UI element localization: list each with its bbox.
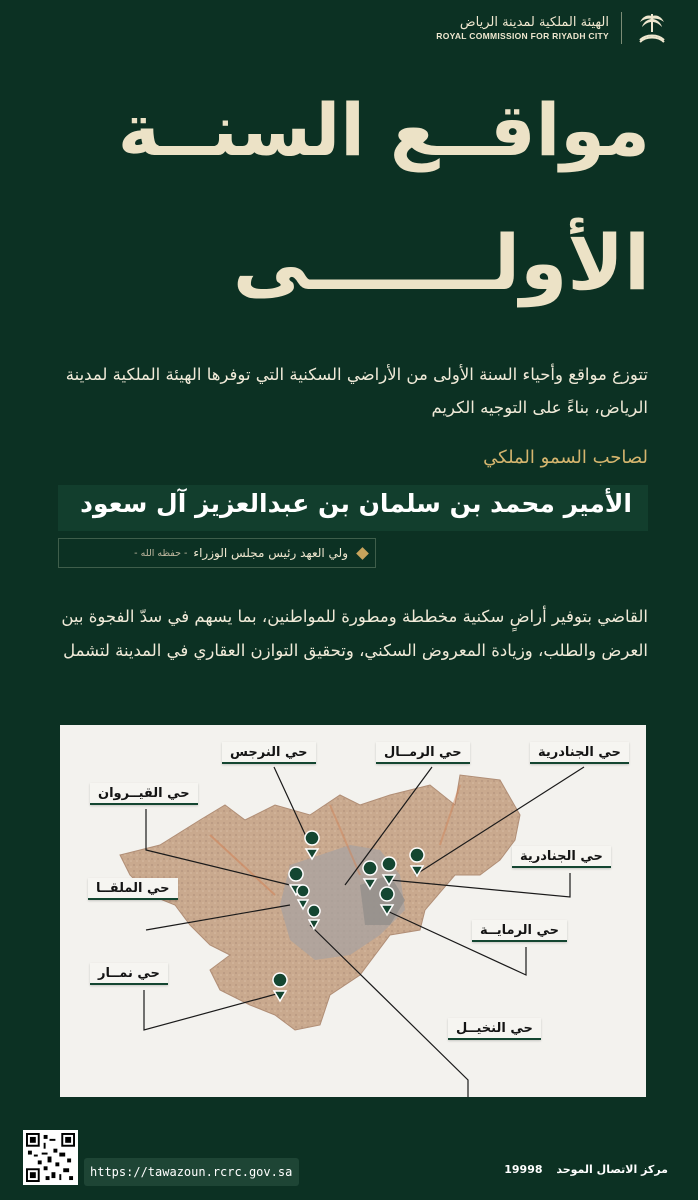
page-title-line-2: الأولـــــــى: [232, 218, 650, 307]
body-paragraph: القاضي بتوفير أراضٍ سكنية مخططة ومطورة للمواطنين، بما يسهم في سدّ الفجوة بين العرض والطلب، وزيادة المعروض السكني، وتحقيق التوازن العقاري في المدينة لتشمل: [61, 607, 648, 660]
royal-title-prefix: لصاحب السمو الملكي: [483, 447, 648, 468]
palm-swords-emblem-icon: [634, 10, 670, 46]
organization-name-arabic: الهيئة الملكية لمدينة الرياض: [459, 15, 609, 30]
label-janadriyah-top: حي الجنادرية: [530, 742, 629, 764]
organization-name-english: ROYAL COMMISSION FOR RIYADH CITY: [436, 31, 609, 41]
label-janadriyah-right: حي الجنادرية: [512, 846, 611, 868]
header-divider: [621, 12, 622, 44]
intro-paragraph: تتوزع مواقع وأحياء السنة الأولى من الأراضي السكنية التي توفرها الهيئة الملكية لمدينة الرياض، بناءً على التوجيه الكريم: [65, 365, 648, 417]
crown-prince-role: [58, 538, 376, 568]
website-link[interactable]: https://tawazoun.rcrc.gov.sa: [84, 1158, 299, 1186]
label-malqa: حي الملقــا: [88, 878, 178, 900]
riyadh-neighborhoods-map: [60, 725, 646, 1097]
qr-code-icon[interactable]: [23, 1130, 78, 1185]
page-title-line-1: مواقــع السنــة: [117, 88, 650, 172]
contact-center: [504, 1163, 678, 1176]
label-nakheel: حي النخيــل: [448, 1018, 541, 1040]
prince-name-banner: الأمير محمد بن سلمان بن عبدالعزيز آل سعود: [58, 485, 648, 531]
organization-name: [436, 15, 609, 41]
contact-number: 19998: [504, 1163, 543, 1176]
label-namar: حي نمــار: [90, 963, 168, 985]
label-narjis: حي النرجس: [222, 742, 316, 764]
city-map-graphic: [60, 725, 646, 1097]
contact-label: مركز الاتصال الموحد: [556, 1163, 668, 1176]
diamond-icon: [356, 547, 369, 560]
label-rimayah: حي الرمايــة: [472, 920, 567, 942]
role-suffix: - حفظه الله -: [134, 547, 188, 559]
label-rimal: حي الرمــال: [376, 742, 470, 764]
role-text: ولي العهد رئيس مجلس الوزراء: [193, 546, 348, 560]
label-qirawan: حي القيــروان: [90, 783, 198, 805]
header: [436, 10, 670, 46]
